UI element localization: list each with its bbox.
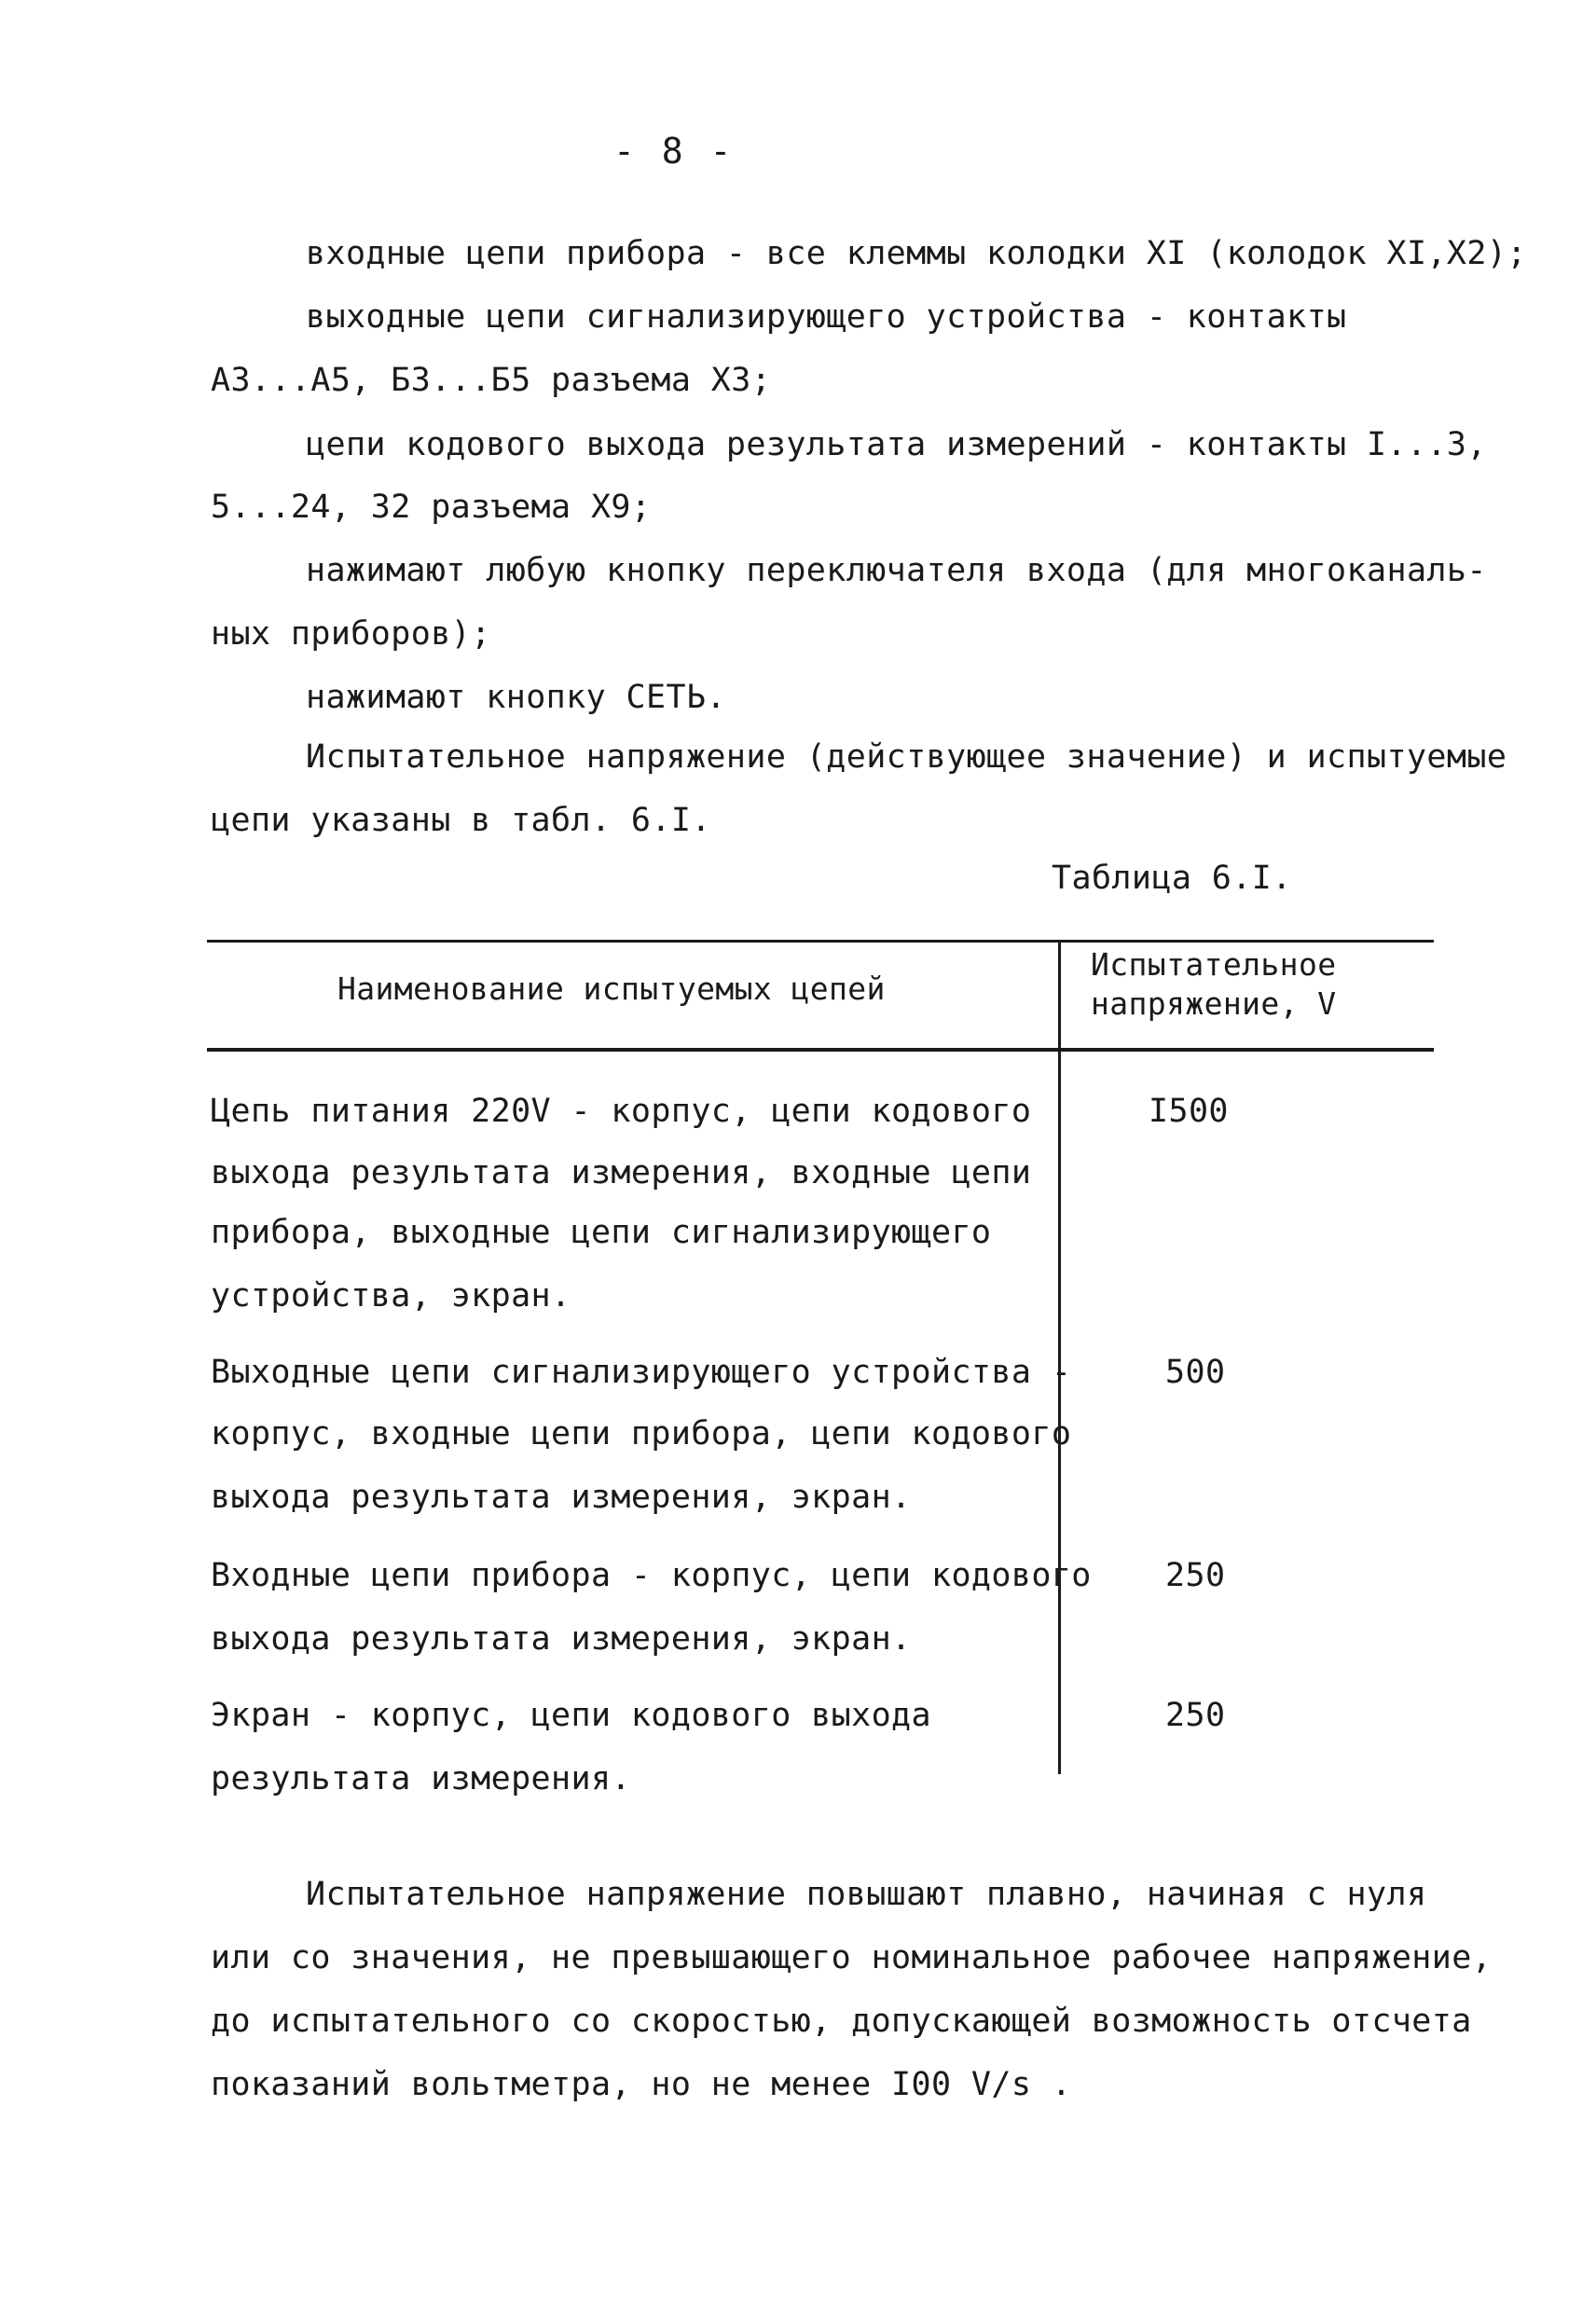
- table-cell-line: результата измерения.: [211, 1760, 631, 1797]
- table-cell-line: устройства, экран.: [211, 1277, 571, 1315]
- table-cell-line: прибора, выходные цепи сигнализирующего: [211, 1214, 992, 1251]
- table-cell-line: выхода результата измерения, экран.: [211, 1479, 912, 1516]
- paragraph-line: выходные цепи сигнализирующего устройства - контакты: [306, 298, 1347, 336]
- table-cell-line: выхода результата измерения, экран.: [211, 1620, 912, 1658]
- table-cell-line: выхода результата измерения, входные цепи: [211, 1154, 1032, 1191]
- table-header-voltage-line1: Испытательное: [1091, 946, 1337, 983]
- table-cell-line: Цепь питания 220V - корпус, цепи кодового: [211, 1093, 1032, 1130]
- table-header-circuits: Наименование испытуемых цепей: [337, 971, 886, 1007]
- paragraph-line: Испытательное напряжение (действующее значение) и испытуемые: [306, 738, 1507, 776]
- page-number: - 8 -: [613, 131, 735, 172]
- paragraph-line: нажимают кнопку СЕТЬ.: [306, 679, 726, 716]
- paragraph-line: ных приборов);: [211, 615, 491, 653]
- paragraph-line: цепи указаны в табл. 6.I.: [211, 802, 711, 839]
- paragraph-line: А3...А5, Б3...Б5 разъема X3;: [211, 362, 772, 399]
- table-cell-voltage: 500: [1165, 1354, 1226, 1391]
- table-header-voltage-line2: напряжение, V: [1091, 985, 1337, 1022]
- table-cell-voltage: I500: [1149, 1093, 1229, 1130]
- paragraph-line: 5...24, 32 разъема X9;: [211, 489, 652, 526]
- paragraph-line: входные цепи прибора - все клеммы колодки XI (колодок XI,X2);: [306, 235, 1527, 272]
- table-cell-voltage: 250: [1165, 1557, 1226, 1594]
- paragraph-line: до испытательного со скоростью, допускающей возможность отсчета: [211, 2003, 1472, 2040]
- paragraph-line: нажимают любую кнопку переключателя входа (для многоканаль-: [306, 552, 1487, 589]
- paragraph-line: или со значения, не превышающего номинальное рабочее напряжение,: [211, 1939, 1493, 1976]
- paragraph-line: Испытательное напряжение повышают плавно, начиная с нуля: [306, 1876, 1427, 1913]
- table-cell-line: Входные цепи прибора - корпус, цепи кодового: [211, 1557, 1092, 1594]
- table-header-rule: [207, 1048, 1434, 1052]
- table-top-rule: [207, 940, 1434, 943]
- paragraph-line: цепи кодового выхода результата измерений - контакты I...3,: [306, 426, 1487, 463]
- table-cell-line: Экран - корпус, цепи кодового выхода: [211, 1697, 931, 1734]
- table-caption: Таблица 6.I.: [1052, 860, 1292, 897]
- table-cell-line: Выходные цепи сигнализирующего устройства -: [211, 1354, 1072, 1391]
- paragraph-line: показаний вольтметра, но не менее I00 V/s .: [211, 2066, 1072, 2103]
- table-cell-voltage: 250: [1165, 1697, 1226, 1734]
- table-cell-line: корпус, входные цепи прибора, цепи кодового: [211, 1415, 1072, 1453]
